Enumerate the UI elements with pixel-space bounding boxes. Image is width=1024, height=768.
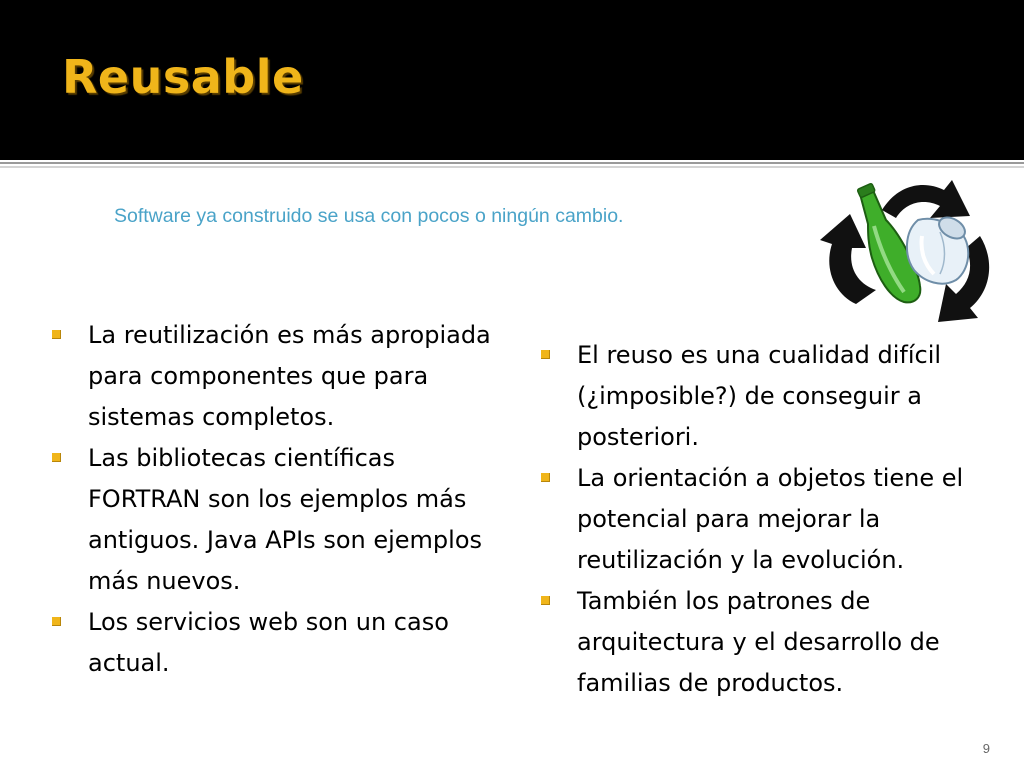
glass-jar xyxy=(907,213,969,283)
header-divider-light xyxy=(0,166,1024,168)
bullet-text: También los patrones de arquitectura y el desarrollo de familias de productos. xyxy=(577,587,940,697)
list-item xyxy=(541,335,1011,458)
bullet-text: La reutilización es más apropiada para componentes que para sistemas completos. xyxy=(88,321,491,431)
bullet-text: Las bibliotecas científicas FORTRAN son los ejemplos más antiguos. Java APIs son ejemplos más nuevos. xyxy=(88,444,483,595)
bullet-text: El reuso es una cualidad difícil (¿imposible?) de conseguir a posteriori. xyxy=(577,341,942,451)
bullet-square-icon xyxy=(52,330,61,339)
page-number: 9 xyxy=(982,741,990,756)
bullet-square-icon xyxy=(52,453,61,462)
list-item xyxy=(541,458,1011,581)
list-item xyxy=(52,438,492,602)
bullet-square-icon xyxy=(541,596,550,605)
bullet-text: La orientación a objetos tiene el potencial para mejorar la reutilización y la evolución. xyxy=(577,464,964,574)
right-bullet-list xyxy=(541,335,1011,704)
bullet-square-icon xyxy=(541,473,550,482)
slide-header xyxy=(0,0,1024,160)
bullet-square-icon xyxy=(52,617,61,626)
header-divider xyxy=(0,162,1024,164)
recycle-icon xyxy=(820,176,996,334)
bullet-text: Los servicios web son un caso actual. xyxy=(88,608,449,677)
left-bullet-list xyxy=(52,315,492,684)
slide-subtitle: Software ya construido se usa con pocos o ningún cambio. xyxy=(114,205,624,227)
bullet-square-icon xyxy=(541,350,550,359)
slide-title: Reusable xyxy=(62,50,304,104)
list-item xyxy=(541,581,1011,704)
list-item xyxy=(52,602,492,684)
list-item xyxy=(52,315,492,438)
